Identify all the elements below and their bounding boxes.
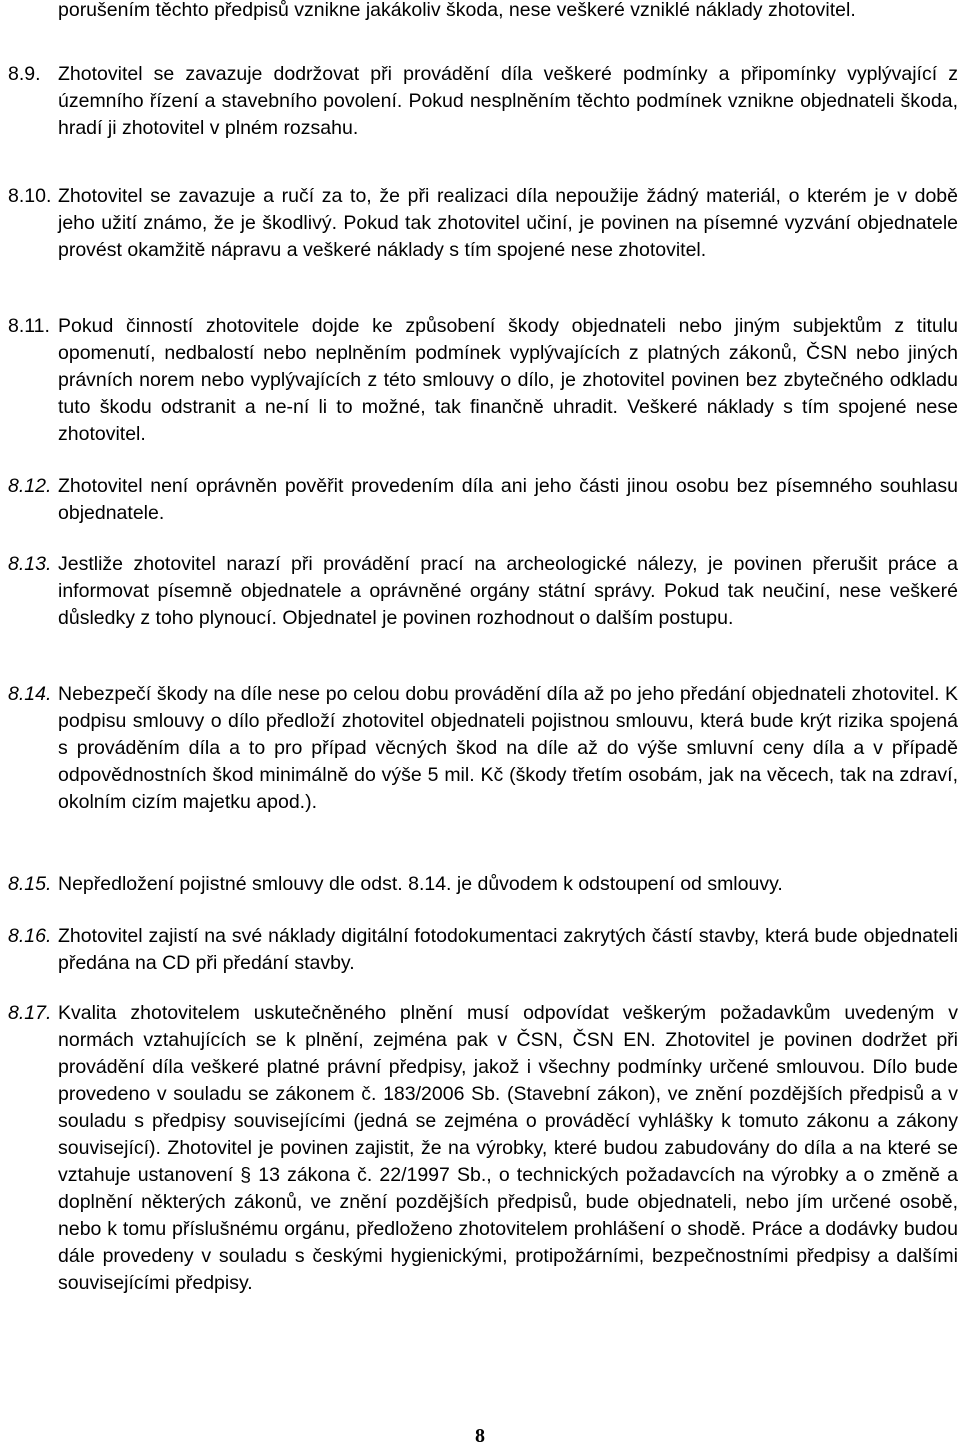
section-8-10 — [8, 183, 958, 264]
section-8-17 — [8, 1000, 958, 1297]
section-text: Zhotovitel se zavazuje dodržovat při provádění díla veškeré podmínky a připomínky vyplývající z územního řízení a stavebního povolení. Pokud nesplněním těchto podmínek vznikne objednateli škoda, hradí ji zhotovitel v plném rozsahu. — [58, 63, 958, 139]
section-number: 8.11. — [8, 315, 50, 337]
section-text: Nebezpečí škody na díle nese po celou dobu provádění díla až po jeho předání objednateli zhotovitel. K podpisu smlouvy o dílo předloží zhotovitel objednateli pojistnou smlouvu, která bude krýt rizika spojená s prováděním díla a to pro případ věcných škod na díle až do výše smluvní ceny díla a v případě odpovědnostních škod minimálně do výše 5 mil. Kč (škody třetím osobám, jak na věcech, tak na zdraví, okolním cizím majetku apod.). — [58, 683, 958, 813]
section-text: Zhotovitel není oprávněn pověřit provedením díla ani jeho části jinou osobu bez písemného souhlasu objednatele. — [58, 475, 958, 524]
section-text: Zhotovitel se zavazuje a ručí za to, že při realizaci díla nepoužije žádný materiál, o kterém je v době jeho užití známo, že je škodlivý. Pokud tak zhotovitel učiní, je povinen na písemné vyzvání objednatele provést okamžitě nápravu a veškeré náklady s tím spojené nese zhotovitel. — [58, 185, 958, 261]
intro-paragraph: porušením těchto předpisů vznikne jakákoliv škoda, nese veškeré vzniklé náklady zhotovitel. — [58, 0, 856, 21]
section-text: Nepředložení pojistné smlouvy dle odst. 8.14. je důvodem k odstoupení od smlouvy. — [58, 873, 783, 895]
section-8-12 — [8, 473, 958, 527]
section-text: Zhotovitel zajistí na své náklady digitální fotodokumentaci zakrytých částí stavby, která bude objednateli předána na CD při předání stavby. — [58, 925, 958, 974]
page-number: 8 — [475, 1425, 485, 1447]
section-8-15 — [8, 871, 958, 898]
section-number: 8.16. — [8, 925, 52, 947]
section-text: Pokud činností zhotovitele dojde ke způsobení škody objednateli nebo jiným subjektům z titulu opomenutí, nedbalostí nebo neplněním podmínek vyplývajících z platných zákonů, ČSN nebo jiných právních norem nebo vyplývajících z této smlouvy o dílo, je zhotovitel povinen bez zbytečného odkladu tuto škodu odstranit a ne-ní li to možné, tak finančně uhradit. Veškeré náklady s tím spojené nese zhotovitel. — [58, 315, 958, 445]
section-number: 8.14. — [8, 683, 52, 705]
section-number: 8.10. — [8, 185, 52, 207]
section-number: 8.13. — [8, 553, 52, 575]
section-8-9 — [8, 61, 958, 142]
section-8-14 — [8, 681, 958, 816]
section-number: 8.15. — [8, 873, 52, 895]
section-8-16 — [8, 923, 958, 977]
section-text: Kvalita zhotovitelem uskutečněného plnění musí odpovídat veškerým požadavkům uvedeným v normách vztahujících se k plnění, zejména pak v ČSN, ČSN EN. Zhotovitel je povinen dodržet při provádění díla veškeré platné právní předpisy, jakož i všechny podmínky určené smlouvou. Dílo bude provedeno v souladu se zákonem č. 183/2006 Sb. (Stavební zákon), ve znění pozdějších předpisů a v souladu s předpisy souvisejícími (jedná se zejména o prováděcí vyhlášky k tomuto zákonu a zákony související). Zhotovitel je povinen zajistit, že na výrobky, které budou zabudovány do díla a na které se vztahuje ustanovení § 13 zákona č. 22/1997 Sb., o technických požadavcích na výrobky a o změně a doplnění některých zákonů, ve znění pozdějších předpisů, bude objednateli, nebo jím určené osobě, nebo k tomu příslušnému orgánu, předloženo zhotovitelem prohlášení o shodě. Práce a dodávky budou dále provedeny v souladu s českými hygienickými, protipožárními, bezpečnostními předpisy a dalšími souvisejícími předpisy. — [58, 1002, 958, 1294]
section-number: 8.9. — [8, 63, 41, 85]
section-text: Jestliže zhotovitel narazí při provádění prací na archeologické nálezy, je povinen přerušit práce a informovat písemně objednatele a oprávněné orgány státní správy. Pokud tak neučiní, nese veškeré důsledky z toho plynoucí. Objednatel je povinen rozhodnout o dalším postupu. — [58, 553, 958, 629]
section-number: 8.17. — [8, 1002, 52, 1024]
section-8-11 — [8, 313, 958, 448]
section-number: 8.12. — [8, 475, 52, 497]
section-8-13 — [8, 551, 958, 632]
